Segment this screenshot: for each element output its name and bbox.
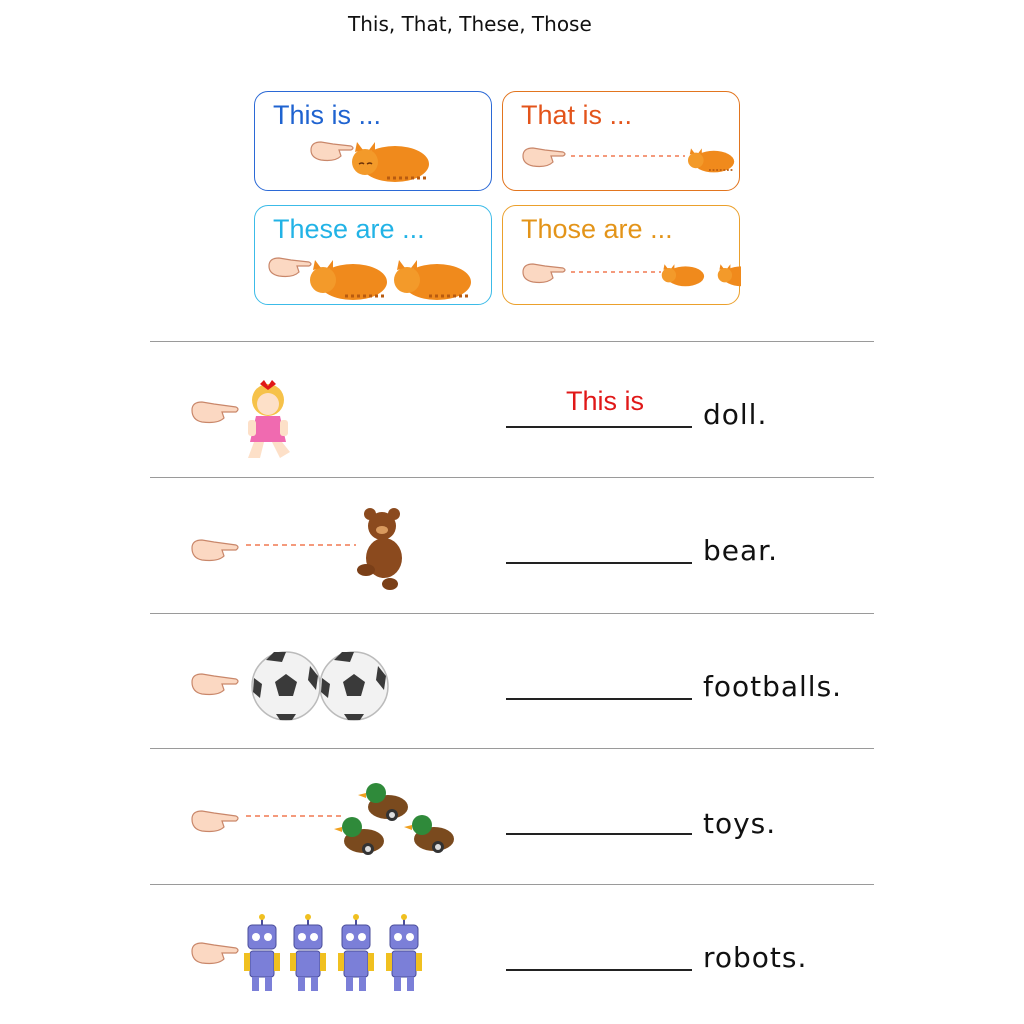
legend-label-that: That is ... bbox=[521, 100, 633, 130]
pointing-hand-icon bbox=[192, 674, 238, 695]
answer-blank[interactable] bbox=[506, 833, 692, 835]
exercise-row bbox=[150, 614, 874, 749]
teddy-bear-icon bbox=[357, 508, 402, 590]
legend-card-those bbox=[502, 205, 740, 305]
exercise-word: doll. bbox=[703, 398, 768, 431]
pointing-hand-icon bbox=[523, 148, 565, 167]
pointing-hand-cats-illustration bbox=[255, 206, 493, 306]
pointing-hand-icon bbox=[269, 258, 311, 277]
pointing-hand-icon bbox=[192, 402, 238, 423]
cat-icon bbox=[718, 264, 741, 286]
exercise-picture bbox=[150, 614, 480, 749]
pointing-hand-icon bbox=[523, 264, 565, 283]
exercise-picture bbox=[150, 478, 480, 613]
exercise-word: toys. bbox=[703, 807, 777, 840]
cat-icon bbox=[394, 260, 471, 300]
cat-icon bbox=[688, 148, 734, 172]
legend-label-these: These are ... bbox=[273, 214, 425, 244]
robot-icon bbox=[338, 914, 374, 991]
football-icon bbox=[320, 652, 388, 720]
answer-blank[interactable] bbox=[506, 698, 692, 700]
exercise-row bbox=[150, 885, 874, 1020]
exercise-word: robots. bbox=[703, 941, 808, 974]
answer-blank[interactable] bbox=[506, 426, 692, 428]
pointing-hand-icon bbox=[311, 142, 353, 161]
exercise-picture bbox=[150, 342, 480, 477]
pointing-hand-icon bbox=[192, 540, 238, 561]
toy-duck-icon bbox=[334, 817, 384, 855]
exercise-row bbox=[150, 342, 874, 477]
cat-icon bbox=[662, 264, 704, 286]
toy-duck-icon bbox=[404, 815, 454, 853]
toy-duck-icon bbox=[358, 783, 408, 821]
legend-card-that bbox=[502, 91, 740, 191]
pointing-hand-icon bbox=[192, 943, 238, 964]
answer-text: This is bbox=[566, 386, 645, 416]
worksheet-title: This, That, These, Those bbox=[348, 12, 592, 36]
exercise-row bbox=[150, 478, 874, 613]
cat-icon bbox=[352, 142, 429, 182]
answer-blank[interactable] bbox=[506, 969, 692, 971]
exercise-picture bbox=[150, 885, 480, 1020]
answer-blank[interactable] bbox=[506, 562, 692, 564]
pointing-hand-icon bbox=[192, 811, 238, 832]
exercise-picture bbox=[150, 749, 480, 884]
pointing-hand-cat-illustration bbox=[255, 92, 493, 192]
legend-card-this bbox=[254, 91, 492, 191]
doll-icon bbox=[248, 380, 290, 458]
legend-label-those: Those are ... bbox=[521, 214, 673, 244]
legend-card-these bbox=[254, 205, 492, 305]
exercise-word: footballs. bbox=[703, 670, 843, 703]
cat-icon bbox=[310, 260, 387, 300]
pointing-hand-cat-illustration bbox=[503, 92, 741, 192]
robot-icon bbox=[244, 914, 280, 991]
robot-icon bbox=[290, 914, 326, 991]
exercise-word: bear. bbox=[703, 534, 778, 567]
exercise-row bbox=[150, 749, 874, 884]
football-icon bbox=[252, 652, 320, 720]
pointing-hand-cats-illustration bbox=[503, 206, 741, 306]
legend-label-this: This is ... bbox=[273, 100, 382, 130]
robot-icon bbox=[386, 914, 422, 991]
